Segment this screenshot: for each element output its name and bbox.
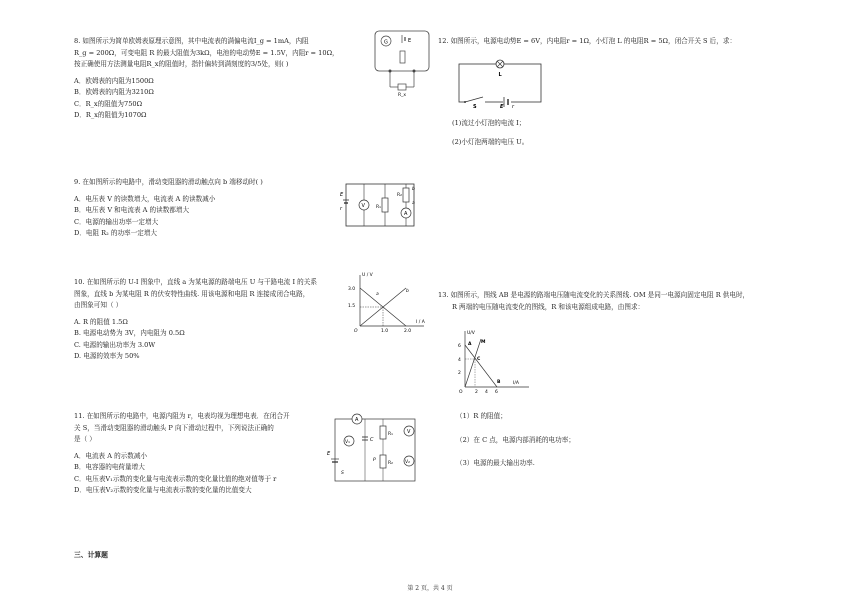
q10-line-a-label: a [376,292,379,297]
q12-emf-label: E [500,104,504,108]
q13-tick-x4: 4 [485,390,488,395]
q11-ammeter-label: A [355,417,359,423]
section-title: 三、计算题 [74,551,108,559]
q11-r2-label: R₂ [388,461,393,466]
q10-tick-x1: 1.0 [381,329,389,334]
q13-point-c-label: C [477,357,481,362]
q11-r1-label: R₁ [388,432,393,437]
q11-circuit-diagram [325,411,423,484]
q8-option-a[interactable]: A．欧姆表的内阻为1500Ω [74,76,154,85]
q10-line-2: 图象，直线 b 为某电阻 R 的伏安特性曲线. 用该电源和电阻 R 连接成闭合电路， [74,289,310,298]
q13-u-axis-label: U/V [467,331,475,336]
q9-voltmeter-label: V [361,203,365,209]
q13-point-a-label: A [468,342,472,347]
q12-line-1: 12. 如图所示，电源电动势E = 6V，内电阻r = 1Ω，小灯泡 L 的电阻R = 5Ω，闭合开关 S 后，求： [438,37,737,45]
q10-option-c[interactable]: C. 电源的输出功率为 3.0W [74,340,156,349]
q9-r1-label: R₁ [376,205,381,210]
q11-switch-label: S [341,471,344,476]
question-13 [438,290,838,313]
q13-tick-x6: 6 [495,390,498,395]
q11-voltmeter-2-label: V₂ [405,460,410,465]
q9-option-d[interactable]: D．电阻 R₂ 的功率一定增大 [74,229,158,237]
q8-line-1: 8. 如图所示为简单欧姆表原理示意图，其中电流表的满偏电流I_g = 1mA，内阻 [74,37,309,45]
question-10 [74,277,374,363]
q10-i-axis-label: I / A [416,320,425,325]
q10-origin: O [354,329,358,334]
q8-line-2: R_g = 200Ω，可变电阻 R 的最大阻值为3kΩ，电池的电动势E = 1.5V，内阻r = 10Ω， [74,48,339,57]
q11-line-1: 11. 在如图所示的电路中，电源内阻为 r，电表均视为理想电表．在闭合开 [74,412,290,420]
q11-voltmeter-label: V [407,429,411,435]
q10-line-1: 10. 在如图所示的 U-I 图象中，直线 a 为某电源的路端电压 U 与干路电流 I 的关系 [74,278,317,286]
q11-capacitor-label: C [370,437,374,443]
q13-part-3: （3）电源的最大输出功率. [456,459,535,467]
q10-line-3: 由图象可知（ ） [74,301,123,309]
q9-option-a[interactable]: A．电压表 V 的读数增大，电流表 A 的读数减小 [74,194,216,203]
q11-voltmeter-1-label: V₁ [345,440,350,445]
q9-b-label: b [412,187,415,192]
q9-option-c[interactable]: C．电源的输出功率一定增大 [74,217,159,226]
question-12 [438,36,798,48]
question-8 [74,36,364,122]
q13-tick-4: 4 [458,358,461,363]
q12-part-1: (1)流过小灯泡的电流 I； [452,119,526,127]
q9-r-label: r [340,206,343,212]
q11-option-c[interactable]: C．电压表V₁示数的变化量与电流表示数的变化量比值的绝对值等于 r [74,474,277,483]
q10-tick-1-5: 1.5 [348,304,356,309]
q8-galvanometer-label: G [384,39,388,46]
q9-option-b[interactable]: B．电压表 V 和电流表 A 的读数都增大 [74,206,190,214]
q13-i-axis-label: I/A [513,381,519,386]
q9-ammeter-label: A [404,211,408,217]
q13-point-b-label: B [497,380,501,385]
q13-line-1: 13. 如图所示，图线 AB 是电源的路端电压随电流变化的关系图线. OM 是同一电源向固定电阻 R 供电时， [438,291,750,299]
q11-line-2: 关 S，当滑动变阻器的滑动触头 P 向下滑动过程中，下列说法正确的 [74,423,274,432]
page-footer: 第 2 页，共 4 页 [407,585,453,592]
q12-circuit-diagram [455,56,545,108]
q10-u-axis-label: U / V [362,273,373,278]
q9-line-1: 9. 在如图所示的电路中，滑动变阻器的滑动触点向 b 端移动时( ) [74,178,263,186]
q11-line-3: 是（ ） [74,435,96,443]
q10-tick-x2: 2.0 [404,329,412,334]
q8-option-b[interactable]: B．欧姆表的内阻为3210Ω [74,88,154,96]
q12-parts [452,118,528,148]
q8-option-d[interactable]: D．R_x的阻值为1070Ω [74,111,147,119]
q13-point-m-label: M [481,340,486,345]
q12-switch-label: S [473,104,477,108]
q12-lamp-label: L [498,72,502,78]
q11-option-b[interactable]: B．电容器的电荷量增大 [74,463,145,471]
q10-line-b-label: b [406,289,409,294]
q9-r2-label: R₂ [397,193,402,198]
q11-emf-label: E [327,451,331,457]
q13-tick-6: 6 [458,344,461,349]
q12-part-2: (2)小灯泡两端的电压 U。 [452,137,529,146]
q10-tick-3: 3.0 [348,287,356,292]
q9-circuit-diagram [340,182,420,230]
q10-option-b[interactable]: B. 电源电动势为 3V，内电阻为 0.5Ω [74,329,185,337]
q8-emf-label: E [408,38,412,44]
q13-tick-2: 2 [458,371,461,376]
q10-option-a[interactable]: A. R 的阻值 1.5Ω [74,317,128,326]
q11-option-a[interactable]: A．电流表 A 的示数减小 [74,451,148,460]
q13-ui-graph [455,327,533,395]
q13-part-2: （2）在 C 点，电源内部消耗的电功率； [456,435,575,444]
q8-line-3: 按正确使用方法测量电阻R_x的阻值时，指针偏转到满刻度的3/5处，则( ) [74,60,289,68]
q13-origin: O [459,390,463,395]
q13-parts [456,411,575,470]
q11-option-d[interactable]: D．电压表V₂示数的变化量与电流表示数的变化量的比值变大 [74,486,252,494]
q10-option-d[interactable]: D. 电源的效率为 50% [74,352,140,360]
q13-tick-x2: 2 [475,390,478,395]
q10-ui-graph [346,270,428,334]
q13-line-2: R 两端的电压随电流变化的图线，R 和该电源组成电路，由图求： [452,302,645,311]
q9-emf-label: E [340,192,344,198]
q8-option-c[interactable]: C．R_x的阻值为750Ω [74,99,143,108]
q8-rx-label: R_x [398,93,407,97]
q9-a-label: a [412,201,415,206]
question-9 [74,177,344,240]
q13-part-1: （1）R 的阻值； [456,412,507,420]
q11-slider-label: P [373,458,376,463]
q8-ohmmeter-diagram [372,29,432,97]
q12-r-label: r [512,104,515,108]
